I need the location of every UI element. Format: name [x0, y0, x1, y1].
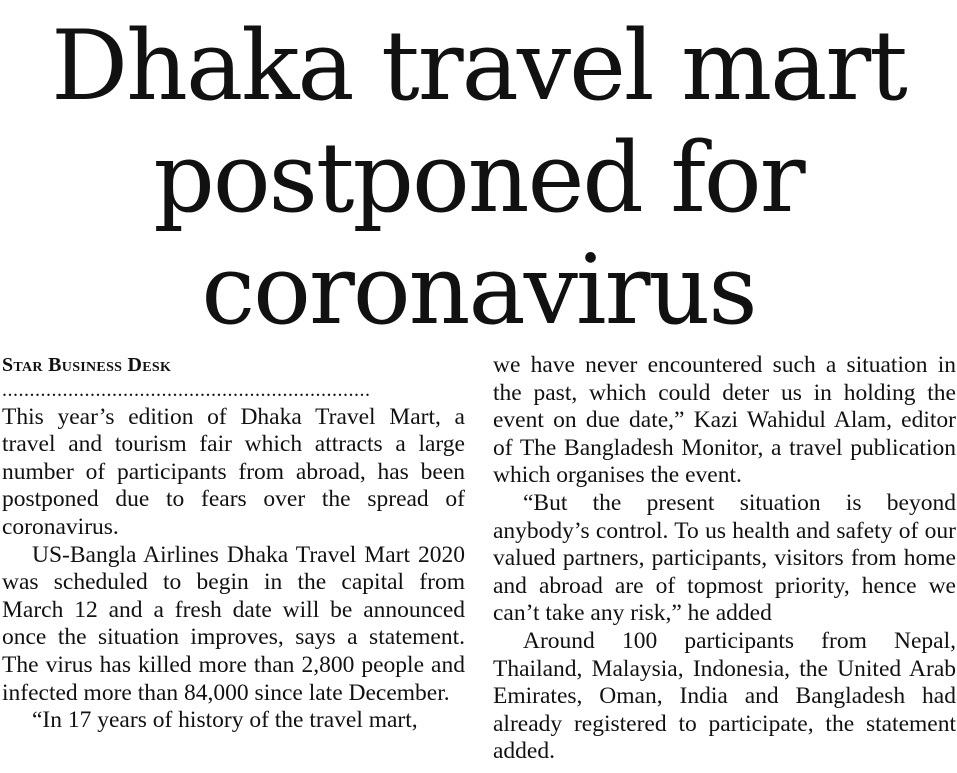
byline-separator: ...................................................................	[2, 379, 371, 401]
paragraph: Around 100 participants from Nepal, Thailand, Malaysia, Indonesia, the United Arab Emirates, Oman, India and Bangladesh had already registered to participate, the statement added.	[493, 627, 956, 765]
byline: Star Business Desk	[2, 354, 172, 376]
article-column-right	[493, 352, 956, 766]
paragraph: we have never encountered such a situation in the past, which could deter us in holding the event on due date,” Kazi Wahidul Alam, editor of The Bangladesh Monitor, a travel publication which organises the event.	[493, 352, 956, 489]
paragraph: This year’s edition of Dhaka Travel Mart, a travel and tourism fair which attracts a large number of participants from abroad, has been postponed due to fears over the spread of coronavirus.	[2, 403, 465, 540]
paragraph: “But the present situation is beyond anybody’s control. To us health and safety of our valued partners, participants, visitors from home and abroad are of topmost priority, hence we can’t take any risk,” he added	[493, 489, 956, 627]
article-column-left	[2, 352, 465, 735]
paragraph: “In 17 years of history of the travel mart,	[32, 707, 418, 734]
paragraph: US-Bangla Airlines Dhaka Travel Mart 2020 was scheduled to begin in the capital from March 12 and a fresh date will be announced once the situation improves, says a statement. The virus has killed more than 2,800 people and infected more than 84,000 since late December.	[2, 541, 465, 706]
headline: Dhaka travel mart postponed for coronavirus	[51, 10, 906, 346]
